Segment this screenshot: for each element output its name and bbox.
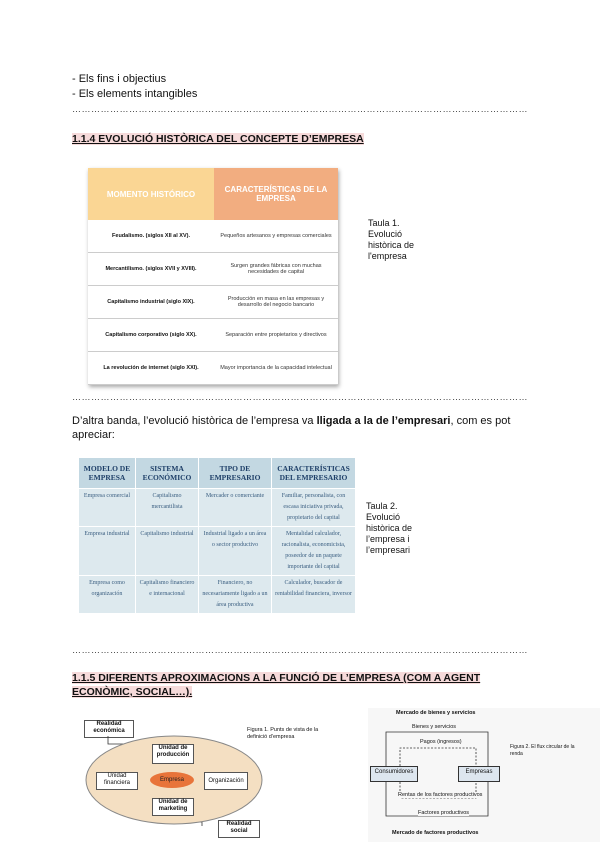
organizacion-box: Organización <box>204 772 248 790</box>
table2-header-caracteristicas: CARACTERÍSTICAS DEL EMPRESARIO <box>272 458 356 489</box>
table-row <box>88 352 338 385</box>
table-cell: Financiero, no necesariamente ligado a un área productiva <box>199 576 272 614</box>
table1-header-caracteristicas: CARACTERÍSTICAS DE LA EMPRESA <box>214 168 338 220</box>
figure1-diagram <box>80 714 270 838</box>
unidad-marketing-box: Unidad de marketing <box>152 798 194 816</box>
table-cell: Pequeños artesanos y empresas comerciales <box>214 220 338 253</box>
table-cell: Mercantilismo. (siglos XVII y XVIII). <box>88 253 214 286</box>
intro-item-1: - Els fins i objectius <box>72 73 167 85</box>
empresas-box: Empresas <box>458 766 500 782</box>
paragraph-text: D’altra banda, l’evolució històrica de l’empresa va <box>72 415 317 427</box>
section-heading-text: 1.1.5 DIFERENTS APROXIMACIONS A LA FUNCIÓ DE L’EMPRESA (COM A AGENT ECONÒMIC, SOCIAL…). <box>72 672 481 698</box>
table1-caption: Taula 1. Evolució històrica de l'empresa <box>368 218 415 261</box>
table2-header-modelo: MODELO DE EMPRESA <box>79 458 136 489</box>
table-cell: Mercader o comerciante <box>199 489 272 527</box>
paragraph-entrepreneur <box>72 414 522 442</box>
table-cell: Empresa comercial <box>79 489 136 527</box>
table-row <box>88 220 338 253</box>
table-cell: Producción en masa en las empresas y desarrollo del negocio bancario <box>214 286 338 319</box>
table-cell: Capitalismo industrial <box>136 527 199 576</box>
table-cell: Empresa como organización <box>79 576 136 614</box>
figure2-bienes-label: Bienes y servicios <box>412 724 457 730</box>
table-cell: Familiar, personalista, con escasa iniciativa privada, propietario del capital <box>272 489 356 527</box>
table-cell: Mayor importancia de la capacidad intelectual <box>214 352 338 385</box>
section-heading-1-1-4: 1.1.4 EVOLUCIÓ HISTÒRICA DEL CONCEPTE D’EMPRESA <box>72 133 364 145</box>
table-cell: Capitalismo mercantilista <box>136 489 199 527</box>
table-cell: Capitalismo financiero e internacional <box>136 576 199 614</box>
figure1-caption: Figura 1. Punts de vista de la definició d’empresa <box>247 727 319 740</box>
figure2-title-bottom: Mercado de factores productivos <box>392 830 479 836</box>
table-historical-evolution <box>88 168 338 385</box>
table-row <box>79 527 356 576</box>
table-row <box>88 319 338 352</box>
table2-header-tipo: TIPO DE EMPRESARIO <box>199 458 272 489</box>
figure2-factores-label: Factores productivos <box>418 810 470 816</box>
table-row <box>88 253 338 286</box>
table-cell: La revolución de internet (siglo XXI). <box>88 352 214 385</box>
realidad-economica-box: Realidad económica <box>84 720 134 738</box>
table-cell: Feudalismo. (siglos XII al XV). <box>88 220 214 253</box>
figure2-rentas-label: Rentas de los factores productivos <box>398 792 483 798</box>
empresa-ellipse: Empresa <box>150 772 194 788</box>
table-cell: Mentalidad calculador, racionalista, economicista, poseedor de un paquete importante del capital <box>272 527 356 576</box>
table-cell: Capitalismo industrial (siglo XIX). <box>88 286 214 319</box>
consumidores-box: Consumidores <box>370 766 418 782</box>
paragraph-text-end: , com es pot apreciar: <box>72 415 511 441</box>
separator-1: ……………………………………………………………………………………………………………………………… <box>72 104 528 114</box>
unidad-financiera-box: Unidad financiera <box>96 772 138 790</box>
table2-caption: Taula 2. Evolució històrica de l’empresa i l’empresari <box>366 501 413 555</box>
table-cell: Capitalismo corporativo (siglo XX). <box>88 319 214 352</box>
separator-3: ……………………………………………………………………………………………………………………………… <box>72 645 528 655</box>
table-row <box>79 576 356 614</box>
table-entrepreneur-evolution <box>78 457 356 614</box>
table-cell: Industrial ligado a un área o sector productivo <box>199 527 272 576</box>
table-cell: Empresa industrial <box>79 527 136 576</box>
figure2-caption: Figura 2. El flux circular de la renda <box>510 744 575 757</box>
separator-2: ……………………………………………………………………………………………………………………………… <box>72 392 528 402</box>
table-cell: Surgen grandes fábricas con muchas necesidades de capital <box>214 253 338 286</box>
table-row <box>79 489 356 527</box>
paragraph-bold-text: lligada a la de l’empresari <box>316 415 451 427</box>
table-row <box>88 286 338 319</box>
section-heading-1-1-5 <box>72 671 512 699</box>
realidad-social-box: Realidad social <box>218 820 260 838</box>
table2-header-sistema: SISTEMA ECONÓMICO <box>136 458 199 489</box>
table1-header-momento: MOMENTO HISTÓRICO <box>88 168 214 220</box>
unidad-produccion-box: Unidad de producción <box>152 744 194 764</box>
table-cell: Calculador, buscador de rentabilidad financiera, inversor <box>272 576 356 614</box>
table-cell: Separación entre propietarios y directivos <box>214 319 338 352</box>
figure2-pagos-label: Pagos (ingresos) <box>420 739 462 745</box>
intro-item-2: - Els elements intangibles <box>72 88 198 100</box>
figure2-title-top: Mercado de bienes y servicios <box>396 710 476 716</box>
figure2-diagram <box>368 708 600 842</box>
